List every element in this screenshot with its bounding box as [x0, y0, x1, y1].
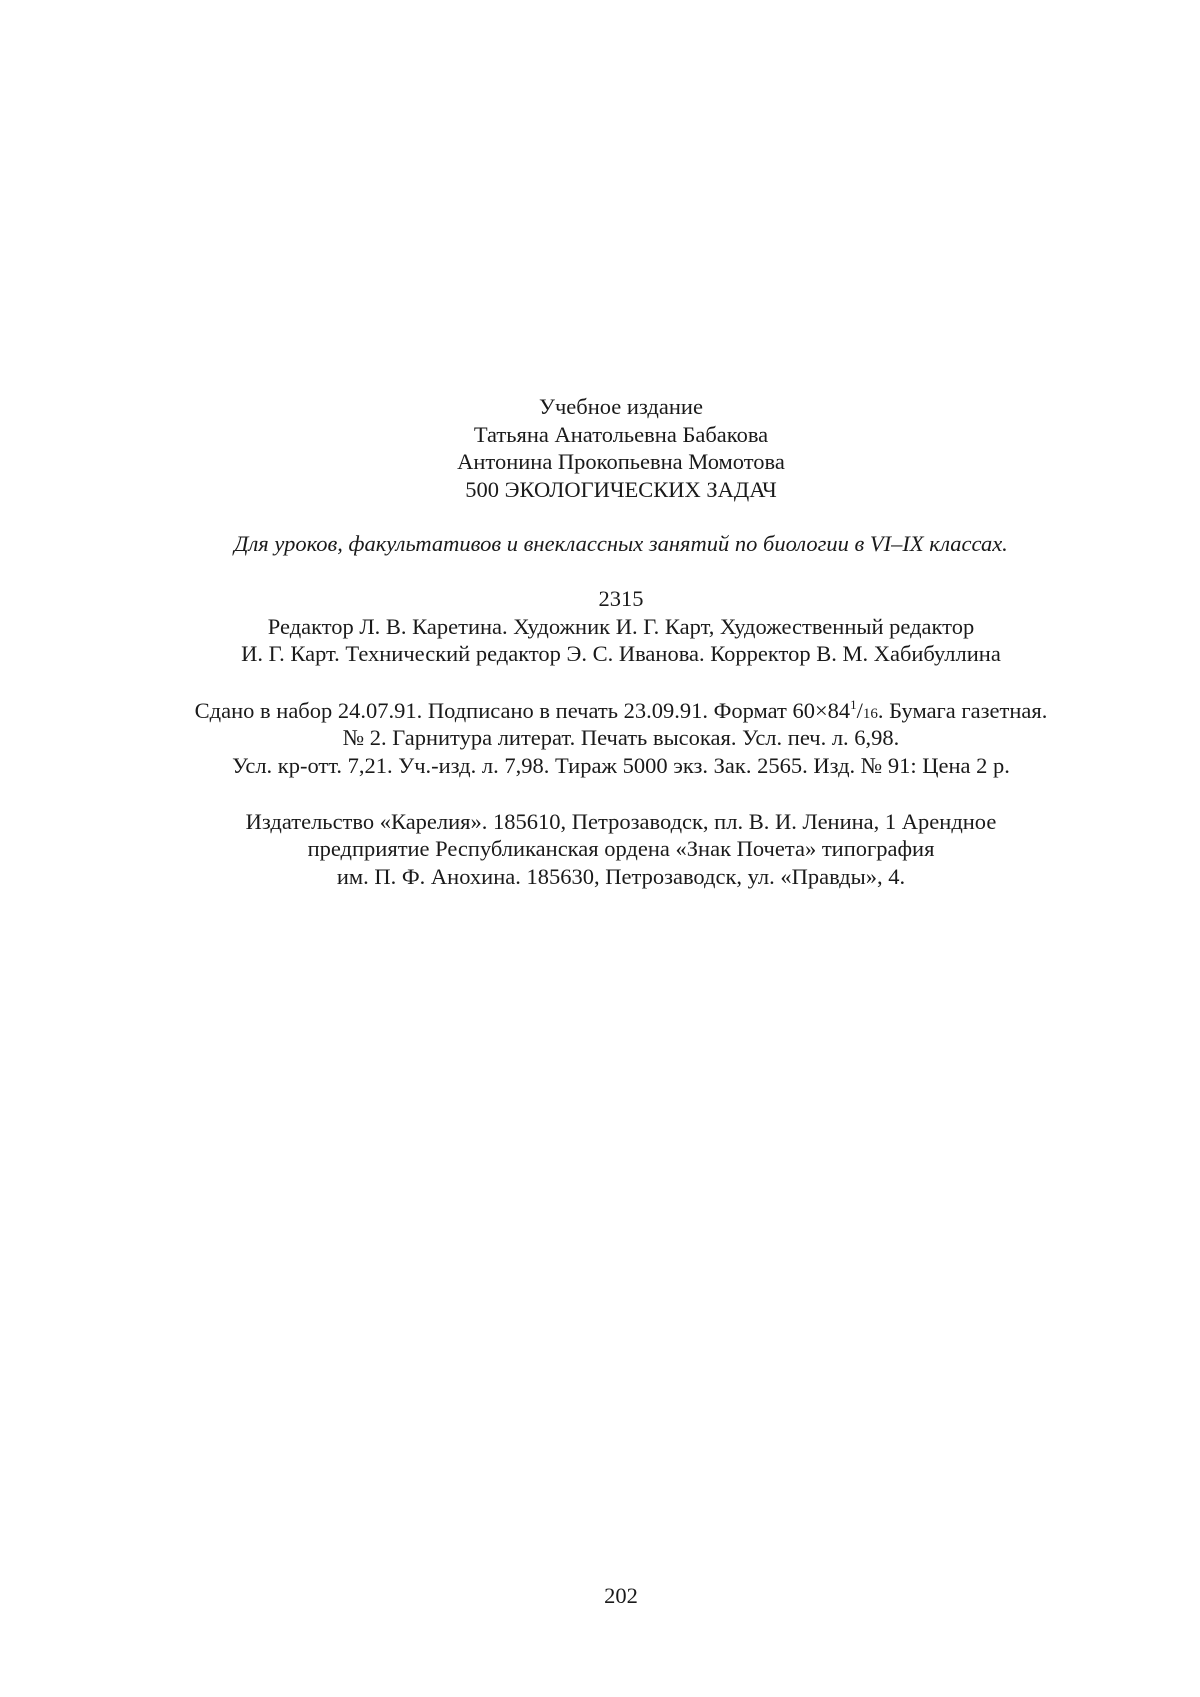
author-2: Антонина Прокопьевна Момотова: [457, 449, 785, 475]
format-denominator: 16: [862, 705, 878, 722]
publisher-line-2: предприятие Республиканская ордена «Знак Почета» типография: [307, 836, 935, 862]
print-line-3: Усл. кр-отт. 7,21. Уч.-изд. л. 7,98. Тираж 5000 экз. Зак. 2565. Изд. № 91: Цена 2 р.: [232, 752, 1010, 778]
format-superscript: 1: [850, 696, 857, 712]
format-slash: /: [856, 697, 863, 723]
print-line-1-end: . Бумага газетная.: [877, 697, 1048, 723]
print-line-2: № 2. Гарнитура литерат. Печать высокая. Усл. печ. л. 6,98.: [342, 725, 900, 751]
publisher-line-3: им. П. Ф. Анохина. 185630, Петрозаводск, ул. «Правды», 4.: [336, 863, 906, 889]
imprint-block: [0, 393, 1200, 890]
staff-line-1: Редактор Л. В. Каретина. Художник И. Г. Карт, Художественный редактор: [267, 613, 975, 639]
staff-line-2: И. Г. Карт. Технический редактор Э. С. Иванова. Корректор В. М. Хабибуллина: [241, 641, 1001, 667]
book-subtitle: Для уроков, факультативов и внеклассных занятий по биологии в VI–IX классах.: [234, 531, 1008, 557]
edition-type: Учебное издание: [539, 394, 703, 419]
catalog-number: 2315: [598, 585, 644, 611]
page-number: 202: [604, 1583, 638, 1608]
publisher-line-1: Издательство «Карелия». 185610, Петрозаводск, пл. В. И. Ленина, 1 Арендное: [245, 808, 997, 834]
author-1: Татьяна Анатольевна Бабакова: [473, 421, 769, 447]
print-line-1-start: Сдано в набор 24.07.91. Подписано в печать 23.09.91. Формат 60×84: [194, 697, 851, 723]
book-title: 500 ЭКОЛОГИЧЕСКИХ ЗАДАЧ: [465, 476, 777, 502]
print-line-1: [0, 697, 1200, 725]
